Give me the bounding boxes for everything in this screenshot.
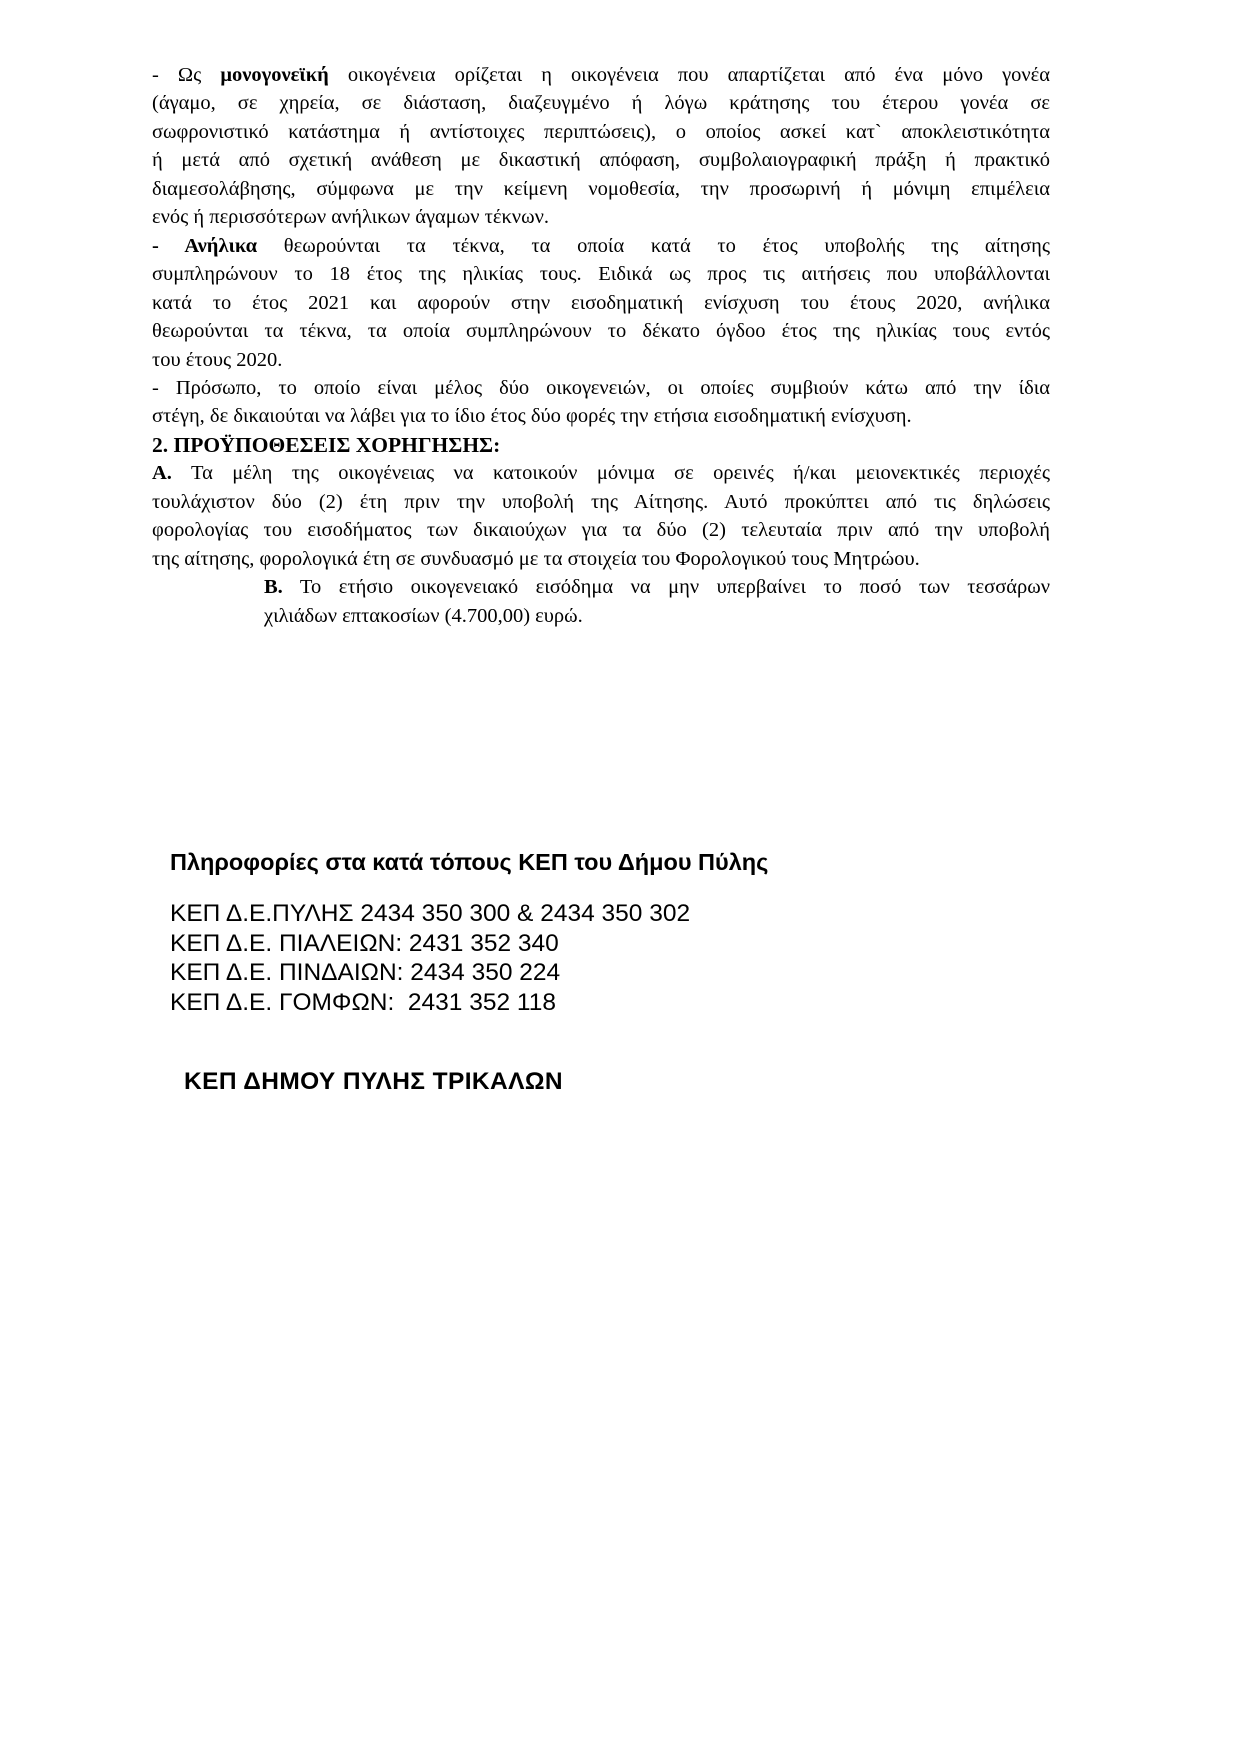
- text-line: [152, 488, 1050, 516]
- text-segment: - Πρόσωπο, το οποίο είναι μέλος δύο οικογενειών, οι οποίες συμβιούν κάτω από την ίδια: [152, 376, 1050, 399]
- text-segment: διαμεσολάβησης, σύμφωνα με την κείμενη νομοθεσία, την προσωρινή ή μόνιμη επιμέλεια: [152, 177, 1050, 200]
- text-line: [152, 175, 1050, 203]
- text-segment: κατά το έτος 2021 και αφορούν στην εισοδηματική ενίσχυση του έτους 2020, ανήλικα: [152, 291, 1050, 314]
- text-segment: (άγαμο, σε χηρεία, σε διάσταση, διαζευγμένο ή λόγω κράτησης του έτερου γονέα σε: [152, 92, 1050, 115]
- definition-monogoneiki: [152, 61, 1050, 232]
- text-line: [152, 203, 1050, 231]
- text-segment: Το ετήσιο οικογενειακό εισόδημα να μην υπερβαίνει το ποσό των τεσσάρων: [282, 576, 1050, 599]
- condition-b: [152, 573, 1050, 630]
- text-line: [264, 573, 1050, 601]
- kep-phone-line-pindaion: ΚΕΠ Δ.Ε. ΠΙΝΔΑΙΩΝ: 2434 350 224: [170, 959, 561, 986]
- text-segment: συμπληρώνουν το 18 έτος της ηλικίας τους. Ειδικά ως προς τις αιτήσεις που υποβάλλονται: [152, 263, 1050, 286]
- text-segment: θεωρούνται τα τέκνα, τα οποία κατά το έτος υποβολής της αίτησης: [257, 234, 1051, 257]
- definition-prosopo: [152, 374, 1050, 431]
- text-line: [152, 289, 1050, 317]
- text-line: [152, 118, 1050, 146]
- kep-phone-line-pialeion: ΚΕΠ Δ.Ε. ΠΙΑΛΕΙΩΝ: 2431 352 340: [170, 929, 559, 957]
- text-segment: του έτους 2020.: [152, 348, 283, 371]
- kep-info-block: [170, 848, 768, 1017]
- condition-a: [152, 459, 1050, 573]
- text-segment: τουλάχιστον δύο (2) έτη πριν την υποβολή της Αίτησης. Αυτό προκύπτει από τις δηλώσεις: [152, 490, 1050, 513]
- text-line: [152, 232, 1050, 260]
- kep-phone-line-gomfon: ΚΕΠ Δ.Ε. ΓΟΜΦΩΝ: 2431 352 118: [170, 988, 556, 1016]
- text-line: [152, 317, 1050, 345]
- text-line: [152, 516, 1050, 544]
- section-heading-proypotheseis: [152, 431, 1050, 459]
- kep-dimou-pylis-footer: ΚΕΠ ΔΗΜΟΥ ΠΥΛΗΣ ΤΡΙΚΑΛΩΝ: [184, 1068, 563, 1095]
- text-segment: ή μετά από σχετική ανάθεση με δικαστική απόφαση, συμβολαιογραφική πράξη ή πρακτικό: [152, 149, 1050, 172]
- bold-text-segment: - Ανήλικα: [152, 234, 258, 257]
- text-line: [152, 459, 1050, 487]
- text-segment: θεωρούνται τα τέκνα, τα οποία συμπληρώνουν το δέκατο όγδοο έτος της ηλικίας τους εντός: [152, 320, 1050, 343]
- text-line: [152, 431, 1050, 459]
- text-segment: φορολογίας του εισοδήματος των δικαιούχων για τα δύο (2) τελευταία πριν από την υποβολή: [152, 519, 1050, 542]
- text-line: [152, 545, 1050, 573]
- bold-text-segment: Α.: [152, 462, 172, 485]
- bold-text-segment: μονογονεϊκή: [220, 64, 329, 86]
- text-segment: της αίτησης, φορολογικά έτη σε συνδυασμό με τα στοιχεία του Φορολογικού τους Μητρώου.: [152, 547, 920, 570]
- text-line: [152, 146, 1050, 174]
- bold-text-segment: Β.: [264, 576, 283, 599]
- text-line: [152, 260, 1050, 288]
- text-segment: οικογένεια ορίζεται η οικογένεια που απαρτίζεται από ένα μόνο γονέα: [328, 64, 1050, 86]
- text-line: [152, 374, 1050, 402]
- document-body: [152, 61, 1050, 630]
- text-segment: σωφρονιστικό κατάστημα ή αντίστοιχες περιπτώσεις), ο οποίος ασκεί κατ` αποκλειστικότητα: [152, 120, 1050, 143]
- kep-phone-line-pylis: ΚΕΠ Δ.Ε.ΠΥΛΗΣ 2434 350 300 & 2434 350 302: [170, 900, 691, 927]
- bold-text-segment: 2. ΠΡΟΫΠΟΘΕΣΕΙΣ ΧΟΡΗΓΗΣΗΣ:: [152, 432, 501, 457]
- text-line: [264, 602, 1050, 630]
- text-line: [152, 89, 1050, 117]
- text-segment: - Ως: [152, 64, 221, 86]
- text-segment: Τα μέλη της οικογένειας να κατοικούν μόνιμα σε ορεινές ή/και μειονεκτικές περιοχές: [171, 462, 1050, 485]
- text-segment: χιλιάδων επτακοσίων (4.700,00) ευρώ.: [264, 604, 583, 627]
- text-segment: ενός ή περισσότερων ανήλικων άγαμων τέκνων.: [152, 206, 549, 229]
- kep-info-heading: Πληροφορίες στα κατά τόπους ΚΕΠ του Δήμου Πύλης: [170, 849, 769, 875]
- definition-anilika: [152, 232, 1050, 374]
- text-line: [152, 402, 1050, 430]
- text-line: [152, 346, 1050, 374]
- text-segment: στέγη, δε δικαιούται να λάβει για το ίδιο έτος δύο φορές την ετήσια εισοδηματική ενίσχυση.: [152, 405, 912, 428]
- text-line: [152, 61, 1050, 89]
